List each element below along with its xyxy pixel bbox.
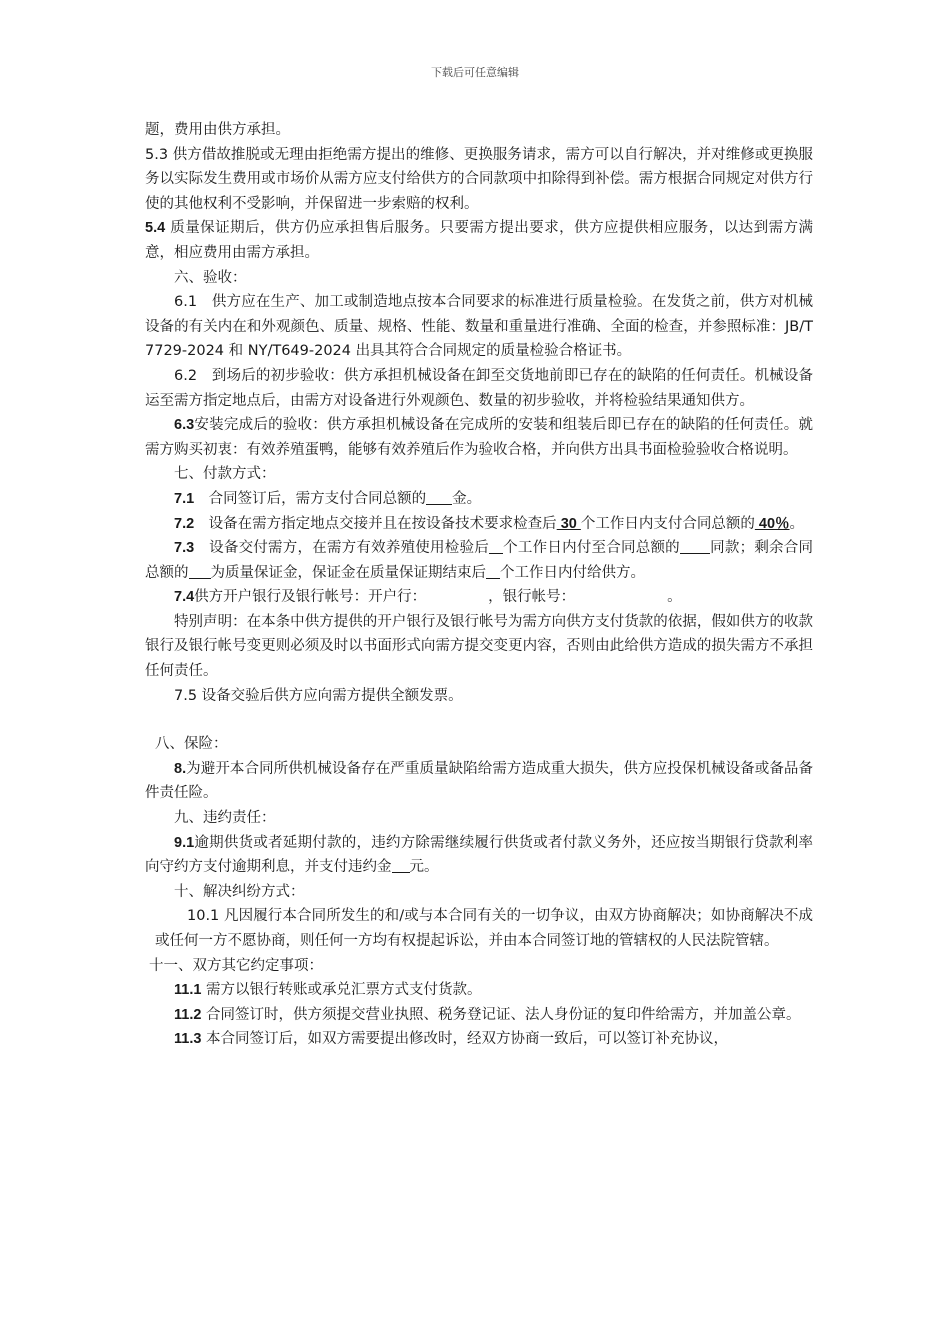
section-6-heading: 六、验收： <box>174 269 247 286</box>
clause-number: 11.3 <box>174 1031 202 1048</box>
clause-5-4: 5.4 质量保证期后，供方仍应承担售后服务。只要需方提出要求，供方应提供相应服务，以达到需方满意，相应费用由需方承担。 <box>145 220 813 261</box>
clause-number: 8. <box>174 760 187 777</box>
clause-9-1: 9.1逾期供货或者延期付款的，违约方除需继续履行供货或者付款义务外，还应按当期银行贷款利率向守约方支付逾期利息，并支付违约金 元。 <box>145 834 813 876</box>
section-7-heading: 七、付款方式： <box>174 466 276 483</box>
clause-number: 5.4 <box>145 220 166 237</box>
page-header: 下载后可任意编辑 <box>431 66 519 79</box>
clause-number: 6.3 <box>174 417 195 434</box>
clause-6-2: 6.2 到场后的初步验收：供方承担机械设备在卸至交货地前即已存在的缺陷的任何责任。机械设备运至需方指定地点后，由需方对设备进行外观颜色、数量的初步验收，并将检验结果通知供方。 <box>145 367 813 409</box>
section-9-heading: 九、违约责任： <box>174 810 276 827</box>
clause-number: 7.3 <box>174 540 195 557</box>
fill-blank <box>189 564 211 579</box>
section-11-heading: 十一、双方其它约定事项： <box>149 957 323 974</box>
section-8-heading: 八、保险： <box>155 736 228 753</box>
fill-blank <box>680 539 710 554</box>
percent-value: 40％ <box>754 515 790 532</box>
fill-blank <box>426 490 452 505</box>
fill-blank <box>392 858 410 873</box>
clause-10-1: 10.1 凡因履行本合同所发生的和/或与本合同有关的一切争议，由双方协商解决；如协商解决不成或任何一方不愿协商，则任何一方均有权提起诉讼，并由本合同签订地的管辖权的人民法院管辖。 <box>155 908 813 949</box>
clause-8: 8.为避开本合同所供机械设备存在严重质量缺陷给需方造成重大损失，供方应投保机械设备或备品备件责任险。 <box>145 760 813 802</box>
clause-number: 7.2 <box>174 515 195 532</box>
clause-7-5: 7.5 设备交验后供方应向需方提供全额发票。 <box>174 687 463 704</box>
clause-number: 7.1 <box>174 490 195 507</box>
clause-7-1: 7.1 合同签订后，需方支付合同总额的 金。 <box>174 490 482 507</box>
section-10-heading: 十、解决纠纷方式： <box>174 883 305 900</box>
fill-blank <box>489 539 503 554</box>
clause-7-2: 7.2 设备在需方指定地点交接并且在按设备技术要求检查后 30 个工作日内支付合同总额的 40％。 <box>174 515 805 532</box>
clause-11-3: 11.3 本合同签订后，如双方需要提出修改时，经双方协商一致后，可以签订补充协议， <box>174 1031 729 1048</box>
fill-blank <box>486 564 500 579</box>
clause-6-3: 6.3安装完成后的验收：供方承担机械设备在完成所的安装和组装后即已存在的缺陷的任何责任。就需方购买初衷：有效养殖蛋鸭，能够有效养殖后作为验收合格，并向供方出具书面检验验收合格说明。 <box>145 417 813 458</box>
clause-6-1: 6.1 供方应在生产、加工或制造地点按本合同要求的标准进行质量检验。在发货之前，供方对机械设备的有关内在和外观颜色、质量、规格、性能、数量和重量进行准确、全面的检查，并参照标准：JB/T 7729-2024 和 NY/T649-2024 出具其符合合同规定的质量检验合格证书。 <box>145 294 813 360</box>
spacer <box>145 708 813 732</box>
paragraph-continuation: 题，费用由供方承担。 <box>145 122 290 138</box>
clause-11-1: 11.1 需方以银行转账或承兑汇票方式支付货款。 <box>174 982 482 999</box>
days-value: 30 <box>556 515 581 532</box>
clause-number: 7.4 <box>174 589 195 606</box>
clause-7-3: 7.3 设备交付需方，在需方有效养殖使用检验后 个工作日内付至合同总额的 同款；剩余合同总额的 为质量保证金，保证金在质量保证期结束后 个工作日内付给供方。 <box>145 540 814 581</box>
clause-11-2: 11.2 合同签订时，供方须提交营业执照、税务登记证、法人身份证的复印件给需方，并加盖公章。 <box>174 1006 801 1023</box>
clause-7-4: 7.4供方开户银行及银行帐号：开户行： ，银行帐号： 。 <box>174 589 682 606</box>
clause-number: 9.1 <box>174 834 195 851</box>
clause-number: 11.2 <box>174 1006 202 1023</box>
clause-5-3: 5.3 供方借故推脱或无理由拒绝需方提出的维修、更换服务请求，需方可以自行解决，并对维修或更换服务以实际发生费用或市场价从需方应支付给供方的合同款项中扣除得到补偿。需方根据合同规定对供方行使的其他权利不受影响，并保留进一步索赔的权利。 <box>145 146 813 212</box>
special-statement: 特别声明：在本条中供方提供的开户银行及银行帐号为需方向供方支付货款的依据，假如供方的收款银行及银行帐号变更则必须及时以书面形式向需方提交变更内容，否则由此给供方造成的损失需方不承担任何责任。 <box>145 613 813 680</box>
clause-number: 11.1 <box>174 982 202 999</box>
contract-body <box>145 118 813 1052</box>
